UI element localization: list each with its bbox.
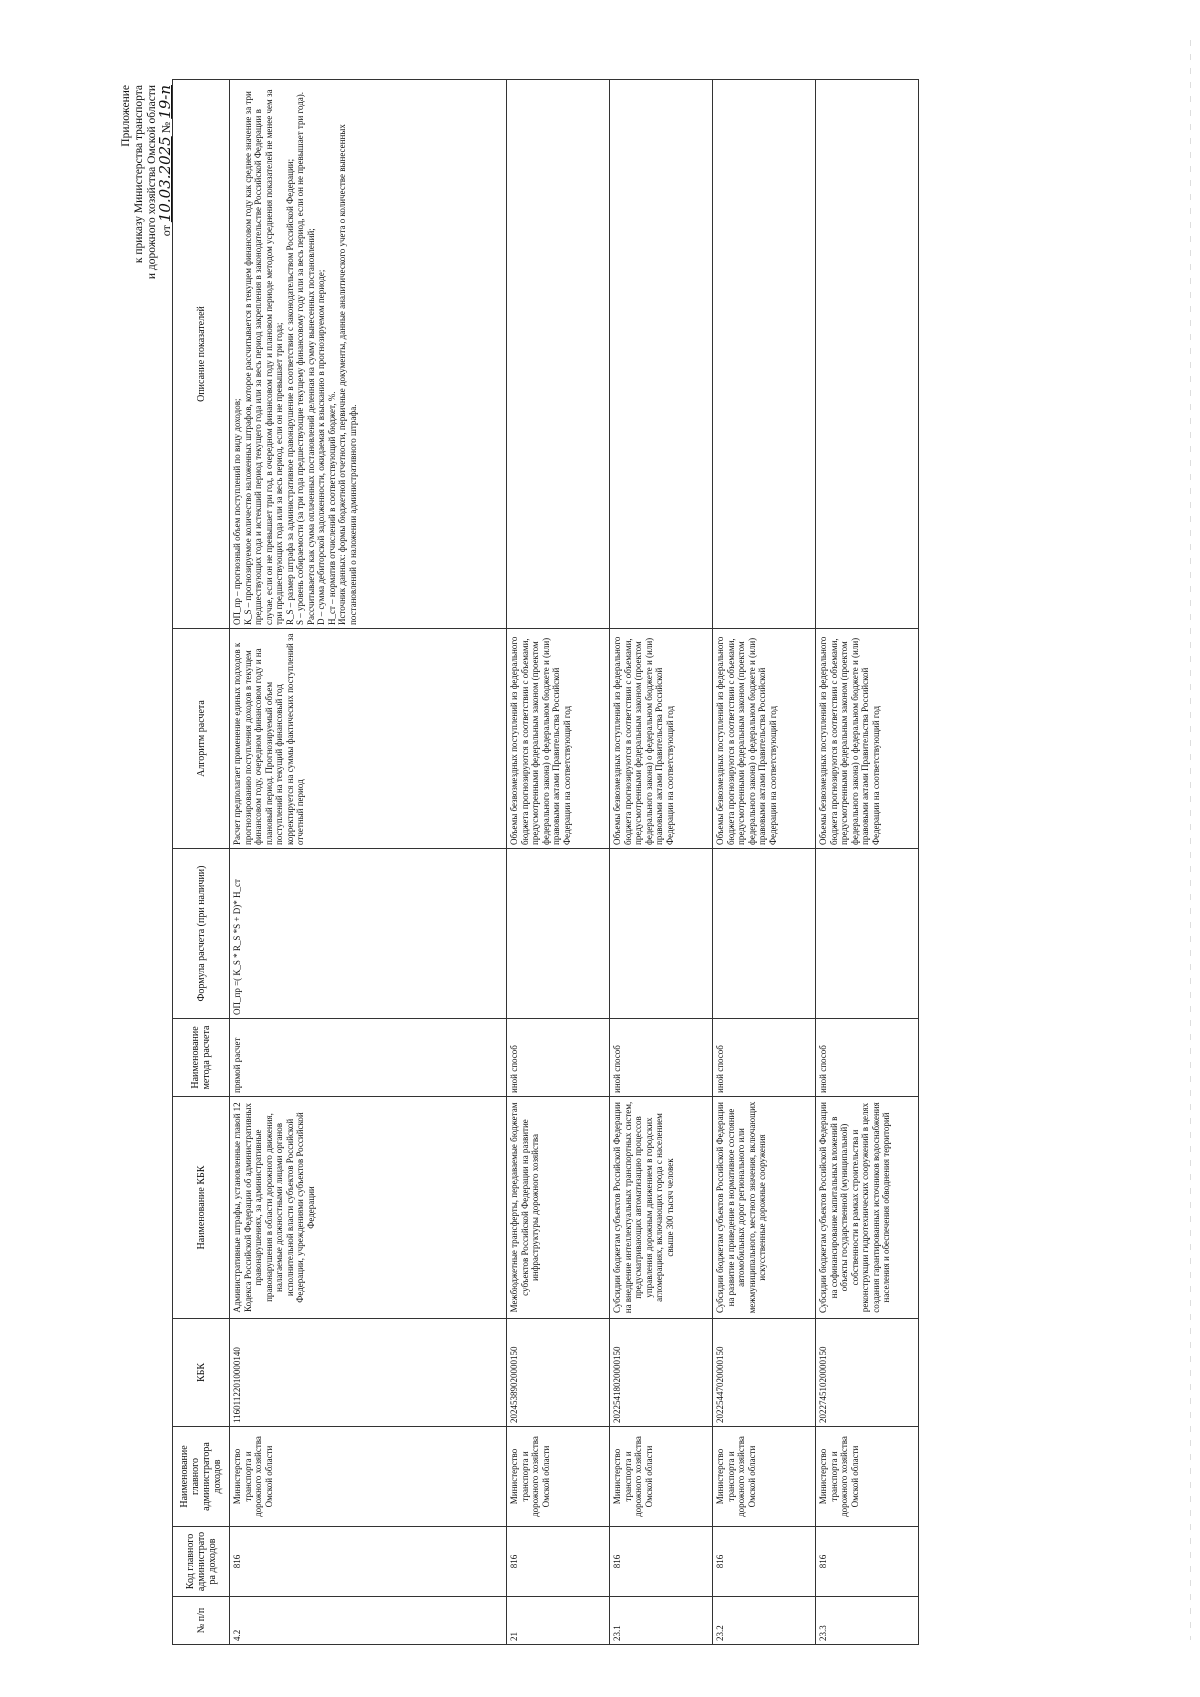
number-value: 19-п (156, 85, 174, 119)
description-line: ОП_пр – прогнозный объем поступлений по виду доходов; (232, 398, 242, 625)
row-method: иной способ (713, 1019, 816, 1097)
description-line: К_S – прогнозируемое количество наложенных штрафов, которое рассчитывается в текущем финансовом году как среднее значение за три предшествующих года и истекший период текущего года или за весь период закрепления в законодательстве Российской Федерации в случае, если он не превышает три год, в очередном финансовом году и плановом периоде методом усреднения показателей не менее чем за три предшествующих года или за весь период, если он не превышает три года; (242, 89, 284, 625)
row-algorithm: Расчет предполагает применение единых подходов к прогнозированию поступления доходов в текущем финансовом году, очередном финансовом году и на плановый период. Прогнозируемый объем поступлений на текущий финансовый год корректируется на суммы фактических поступлений за отчетный период (230, 629, 507, 849)
description-line: R_S – размер штрафа за административное правонарушение в соответствии с законодательством Российской Федерации; (284, 158, 295, 625)
date-prefix: от (159, 225, 173, 237)
revenue-forecast-table (172, 79, 919, 1645)
date-value: 10.03.2025 (156, 136, 174, 223)
row-algorithm: Объемы безвозмездных поступлений из федерального бюджета прогнозируются в соответствии с объемами, предусмотренными федеральным законом (проектом федерального закона) о федеральном бюджете и (или) правовыми актами Правительства Российской Федерации на соответствующий год (610, 629, 713, 849)
row-formula (507, 849, 610, 1019)
row-admin-code: 816 (816, 1527, 919, 1597)
row-admin-name: Министерство транспорта и дорожного хозяйства Омской области (713, 1427, 816, 1527)
row-kbk-name: Субсидии бюджетам субъектов Российской Федерации на развитие и приведение в нормативное состояние автомобильных дорог регионального или межмуниципального, местного значения, включающих искусственные дорожные сооружения (713, 1097, 816, 1319)
row-method: иной способ (816, 1019, 919, 1097)
row-formula (713, 849, 816, 1019)
order-header (120, 85, 173, 425)
rotated-page (120, 75, 1180, 1655)
row-method: иной способ (610, 1019, 713, 1097)
row-admin-name: Министерство транспорта и дорожного хозяйства Омской области (507, 1427, 610, 1527)
row-algorithm: Объемы безвозмездных поступлений из федерального бюджета прогнозируются в соответствии с объемами, предусмотренными федеральным законом (проектом федерального закона) о федеральном бюджете и (или) правовыми актами Правительства Российской Федерации на соответствующий год (713, 629, 816, 849)
row-method: прямой расчет (230, 1019, 507, 1097)
col-header-kbk-name: Наименование КБК (173, 1097, 230, 1319)
row-kbk: 20225447020000150 (713, 1319, 816, 1427)
row-kbk: 20245389020000150 (507, 1319, 610, 1427)
row-formula (610, 849, 713, 1019)
row-num: 21 (507, 1597, 610, 1645)
row-admin-code: 816 (507, 1527, 610, 1597)
table-row (816, 80, 919, 1645)
description-line: S – уровень собираемости (за три года предшествующие текущему финансовому году или за весь период, если он не превышает три года). Рассчитывается как сумма оплаченных постановлений деленная на сумму вынесенных постановлений; (295, 91, 316, 625)
row-admin-name: Министерство транспорта и дорожного хозяйства Омской области (230, 1427, 507, 1527)
table-row (610, 80, 713, 1645)
header-line-2: к приказу Министерства транспорта (133, 85, 145, 264)
row-admin-name: Министерство транспорта и дорожного хозяйства Омской области (816, 1427, 919, 1527)
col-header-admin-code: Код главного администратора доходов (173, 1527, 230, 1597)
row-kbk: 20225418020000150 (610, 1319, 713, 1427)
row-num: 23.1 (610, 1597, 713, 1645)
col-header-num: № п/п (173, 1597, 230, 1645)
scan-edge-mark (1190, 40, 1191, 1640)
row-formula (816, 849, 919, 1019)
row-num: 4.2 (230, 1597, 507, 1645)
header-date-line (156, 85, 174, 425)
row-formula: ОП_пр =( К_S * R_S *S + D)* Н_ст (230, 849, 507, 1019)
col-header-kbk: КБК (173, 1319, 230, 1427)
description-line: Источник данных: формы бюджетной отчетности, первичные документы, данные аналитического учета о количестве вынесенных постановлений о наложении административного штрафа. (337, 124, 358, 625)
col-header-description: Описание показателей (173, 80, 230, 629)
header-line-3: и дорожного хозяйства Омской области (146, 85, 158, 280)
col-header-algorithm: Алгоритм расчета (173, 629, 230, 849)
row-kbk-name: Межбюджетные трансферты, передаваемые бюджетам субъектов Российской Федерации на развитие инфраструктуры дорожного хозяйства (507, 1097, 610, 1319)
row-description (610, 80, 713, 629)
row-algorithm: Объемы безвозмездных поступлений из федерального бюджета прогнозируются в соответствии с объемами, предусмотренными федеральным законом (проектом федерального закона) о федеральном бюджете и (или) правовыми актами Правительства Российской Федерации на соответствующий год (816, 629, 919, 849)
number-prefix: № (159, 121, 173, 134)
row-kbk-name: Субсидии бюджетам субъектов Российской Федерации на внедрение интеллектуальных транспортных систем, предусматривающих автоматизацию процессов управления дорожным движением в городских агломерациях, включающих города с населением свыше 300 тысяч человек (610, 1097, 713, 1319)
row-admin-name: Министерство транспорта и дорожного хозяйства Омской области (610, 1427, 713, 1527)
row-description (230, 80, 507, 629)
row-algorithm: Объемы безвозмездных поступлений из федерального бюджета прогнозируются в соответствии с объемами, предусмотренными федеральным законом (проектом федерального закона) о федеральном бюджете и (или) правовыми актами Правительства Российской Федерации на соответствующий год (507, 629, 610, 849)
row-admin-code: 816 (713, 1527, 816, 1597)
col-header-admin-name: Наименование главного администратора доходов (173, 1427, 230, 1527)
description-line: Н_ст – норматив отчислений в соответствующий бюджет, %. (326, 391, 337, 625)
row-kbk: 11601122010000140 (230, 1319, 507, 1427)
row-description (507, 80, 610, 629)
description-line: D – сумма дебиторской задолженности, ожидаемая к взысканию в прогнозируемом периоде; (316, 269, 326, 625)
row-kbk: 20227451020000150 (816, 1319, 919, 1427)
header-line-1: Приложение (120, 85, 132, 147)
row-admin-code: 816 (230, 1527, 507, 1597)
row-description (713, 80, 816, 629)
table-row (507, 80, 610, 1645)
row-num: 23.2 (713, 1597, 816, 1645)
row-kbk-name: Административные штрафы, установленные главой 12 Кодекса Российской Федерации об административных правонарушениях, за административные правонарушения в области дорожного движения, налагаемые должностными лицами органов исполнительной власти субъектов Российской Федерации, учреждениями субъектов Российской Федерации (230, 1097, 507, 1319)
row-num: 23.3 (816, 1597, 919, 1645)
table-row (230, 80, 507, 1645)
table-row (713, 80, 816, 1645)
row-kbk-name: Субсидии бюджетам субъектов Российской Федерации на софинансирование капитальных вложений в объекты государственной (муниципальной) собственности в рамках строительства и реконструкции гидротехнических сооружений в целях создания гарантированных источников водоснабжения населения и обеспечения обводнения территорий (816, 1097, 919, 1319)
row-admin-code: 816 (610, 1527, 713, 1597)
col-header-method: Наименование метода расчета (173, 1019, 230, 1097)
table-header-row (173, 80, 230, 1645)
row-description (816, 80, 919, 629)
row-method: иной способ (507, 1019, 610, 1097)
col-header-formula: Формула расчета (при наличии) (173, 849, 230, 1019)
